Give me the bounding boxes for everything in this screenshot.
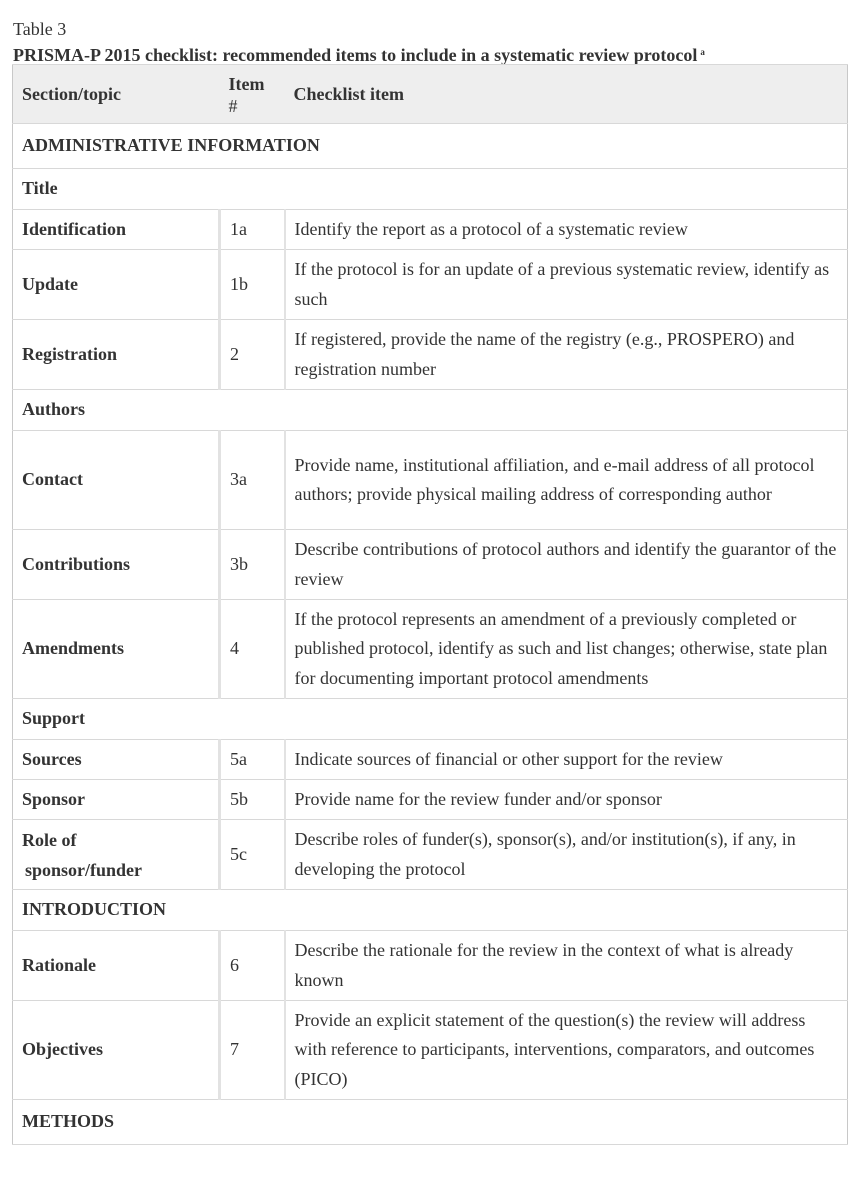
row-item-number: 2 bbox=[220, 320, 285, 390]
row-item-number: 6 bbox=[220, 931, 285, 1001]
group-row-title bbox=[13, 169, 848, 210]
row-checklist-text: Indicate sources of financial or other support for the review bbox=[285, 740, 848, 780]
table-row bbox=[13, 530, 848, 600]
row-item-number: 3b bbox=[220, 530, 285, 600]
row-section: Registration bbox=[13, 320, 220, 390]
group-subheading: Support bbox=[13, 699, 848, 740]
table-row bbox=[13, 820, 848, 890]
table-row bbox=[13, 931, 848, 1001]
row-section: Sources bbox=[13, 740, 220, 780]
row-item-number: 7 bbox=[220, 1001, 285, 1100]
row-item-number: 5a bbox=[220, 740, 285, 780]
header-section-topic: Section/topic bbox=[13, 65, 220, 124]
row-section: Update bbox=[13, 250, 220, 320]
row-section-line1: Role of bbox=[22, 829, 77, 850]
table-row bbox=[13, 600, 848, 699]
header-row bbox=[13, 65, 848, 124]
row-checklist-text: Identify the report as a protocol of a systematic review bbox=[285, 210, 848, 250]
group-heading: METHODS bbox=[13, 1100, 848, 1145]
group-row-methods bbox=[13, 1100, 848, 1145]
table-row bbox=[13, 431, 848, 530]
table-row bbox=[13, 1001, 848, 1100]
table-row bbox=[13, 740, 848, 780]
group-row-introduction bbox=[13, 890, 848, 931]
row-section: Sponsor bbox=[13, 780, 220, 820]
header-checklist-item: Checklist item bbox=[285, 65, 848, 124]
row-item-number: 1a bbox=[220, 210, 285, 250]
group-heading: INTRODUCTION bbox=[13, 890, 848, 931]
row-item-number: 3a bbox=[220, 431, 285, 530]
row-item-number: 5b bbox=[220, 780, 285, 820]
group-subheading: Authors bbox=[13, 390, 848, 431]
row-checklist-text: If the protocol represents an amendment of a previously completed or published protocol, identify as such and list changes; otherwise, state plan for documenting important protocol amendments bbox=[285, 600, 848, 699]
row-checklist-text: Describe contributions of protocol authors and identify the guarantor of the review bbox=[285, 530, 848, 600]
row-section: Objectives bbox=[13, 1001, 220, 1100]
table-label: Table 3 bbox=[13, 19, 67, 39]
group-subheading: Title bbox=[13, 169, 848, 210]
table-row bbox=[13, 320, 848, 390]
row-section: Rationale bbox=[13, 931, 220, 1001]
prisma-checklist-table bbox=[12, 64, 848, 1145]
table-title bbox=[13, 41, 705, 66]
header-item-number bbox=[220, 65, 285, 124]
row-checklist-text: Provide name, institutional affiliation, and e-mail address of all protocol authors; provide physical mailing address of corresponding author bbox=[285, 431, 848, 530]
row-checklist-text: Describe roles of funder(s), sponsor(s), and/or institution(s), if any, in developing the protocol bbox=[285, 820, 848, 890]
row-section: Amendments bbox=[13, 600, 220, 699]
group-row-support bbox=[13, 699, 848, 740]
group-row-administrative bbox=[13, 124, 848, 169]
row-item-number: 1b bbox=[220, 250, 285, 320]
row-checklist-text: If registered, provide the name of the registry (e.g., PROSPERO) and registration number bbox=[285, 320, 848, 390]
table-row bbox=[13, 210, 848, 250]
group-row-authors bbox=[13, 390, 848, 431]
table-row bbox=[13, 780, 848, 820]
footnote-marker: a bbox=[700, 47, 705, 57]
row-item-number: 5c bbox=[220, 820, 285, 890]
row-item-number: 4 bbox=[220, 600, 285, 699]
row-checklist-text: Provide name for the review funder and/or sponsor bbox=[285, 780, 848, 820]
row-section-line2: sponsor/funder bbox=[25, 859, 143, 880]
group-heading: ADMINISTRATIVE INFORMATION bbox=[13, 124, 848, 169]
row-checklist-text: If the protocol is for an update of a previous systematic review, identify as such bbox=[285, 250, 848, 320]
row-checklist-text: Describe the rationale for the review in the context of what is already known bbox=[285, 931, 848, 1001]
row-section: Contact bbox=[13, 431, 220, 530]
table-title-text: PRISMA-P 2015 checklist: recommended items to include in a systematic review protocol bbox=[13, 45, 698, 65]
row-section bbox=[13, 820, 220, 890]
header-item-line2: # bbox=[228, 96, 238, 116]
table-row bbox=[13, 250, 848, 320]
row-checklist-text: Provide an explicit statement of the question(s) the review will address with reference to participants, interventions, comparators, and outcomes (PICO) bbox=[285, 1001, 848, 1100]
row-section: Identification bbox=[13, 210, 220, 250]
header-item-line1: Item bbox=[228, 74, 265, 94]
row-section: Contributions bbox=[13, 530, 220, 600]
